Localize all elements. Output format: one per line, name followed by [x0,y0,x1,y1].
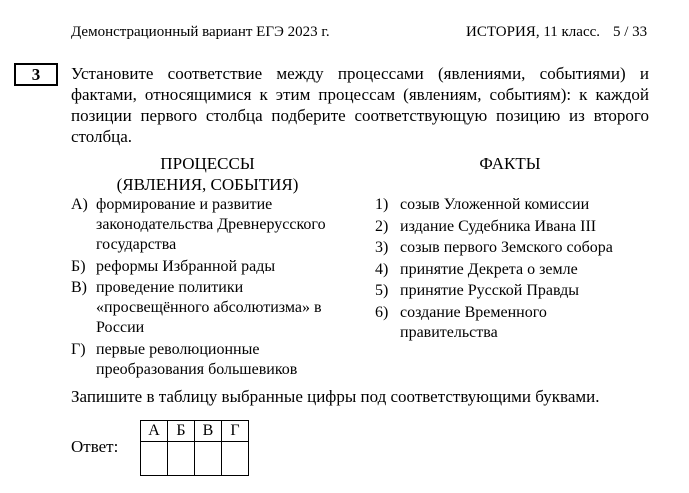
answer-cell-b[interactable] [168,442,195,476]
process-item-a [71,195,341,255]
fact-label: 6) [375,304,389,321]
fact-text: созыв Уложенной комиссии [400,196,590,213]
process-label: В) [71,279,87,296]
fact-item-1 [375,195,645,215]
process-label: А) [71,196,88,213]
process-label: Г) [71,341,86,358]
answer-cell-d[interactable] [222,442,249,476]
left-column-title-line2: (ЯВЛЕНИЯ, СОБЫТИЯ) [116,175,299,194]
answer-header-a: А [141,421,168,442]
answer-header-b: Б [168,421,195,442]
header-exam-title: Демонстрационный вариант ЕГЭ 2023 г. [71,24,330,40]
left-column-title-line1: ПРОЦЕССЫ [160,154,255,173]
fact-item-5 [375,281,645,301]
fact-item-4 [375,260,645,280]
process-item-b [71,257,341,277]
instruction-text: Запишите в таблицу выбранные цифры под соответствующими буквами. [71,387,600,406]
answer-header-d: Г [222,421,249,442]
header-subject: ИСТОРИЯ, 11 класс. [466,24,601,40]
process-label: Б) [71,258,86,275]
fact-label: 5) [375,282,389,299]
fact-text: принятие Декрета о земле [400,261,578,278]
answer-cell-a[interactable] [141,442,168,476]
fact-label: 3) [375,239,389,256]
answer-header-c: В [195,421,222,442]
answer-cell-c[interactable] [195,442,222,476]
question-text: Установите соответствие между процессами (явлениями, событиями) и фактами, относящимися к этим процессам (явлениям, событиям): к каждой позиции первого столбца подберите соответствующую позицию из второго столбца. [71,64,649,146]
process-text: формирование и развитие законодательства Древнерусского государства [96,196,326,253]
header-page-number: 5 / 33 [613,24,648,40]
fact-text: создание Временного правительства [400,304,547,341]
left-column-title [100,153,315,195]
fact-label: 1) [375,196,389,213]
fact-item-2 [375,217,645,237]
answer-table [140,420,249,476]
question-number: 3 [14,63,58,86]
fact-label: 2) [375,218,389,235]
fact-text: издание Судебника Ивана III [400,218,597,235]
process-text: проведение политики «просвещённого абсолютизма» в России [96,279,322,336]
fact-text: принятие Русской Правды [400,282,580,299]
right-column-title: ФАКТЫ [479,154,541,173]
fact-item-6 [375,303,645,343]
process-item-d [71,340,341,380]
fact-item-3 [375,238,645,258]
process-text: первые революционные преобразования большевиков [96,341,298,378]
process-item-c [71,278,341,338]
answer-label: Ответ: [71,437,119,456]
fact-label: 4) [375,261,389,278]
process-text: реформы Избранной рады [96,258,276,275]
fact-text: созыв первого Земского собора [400,239,613,256]
